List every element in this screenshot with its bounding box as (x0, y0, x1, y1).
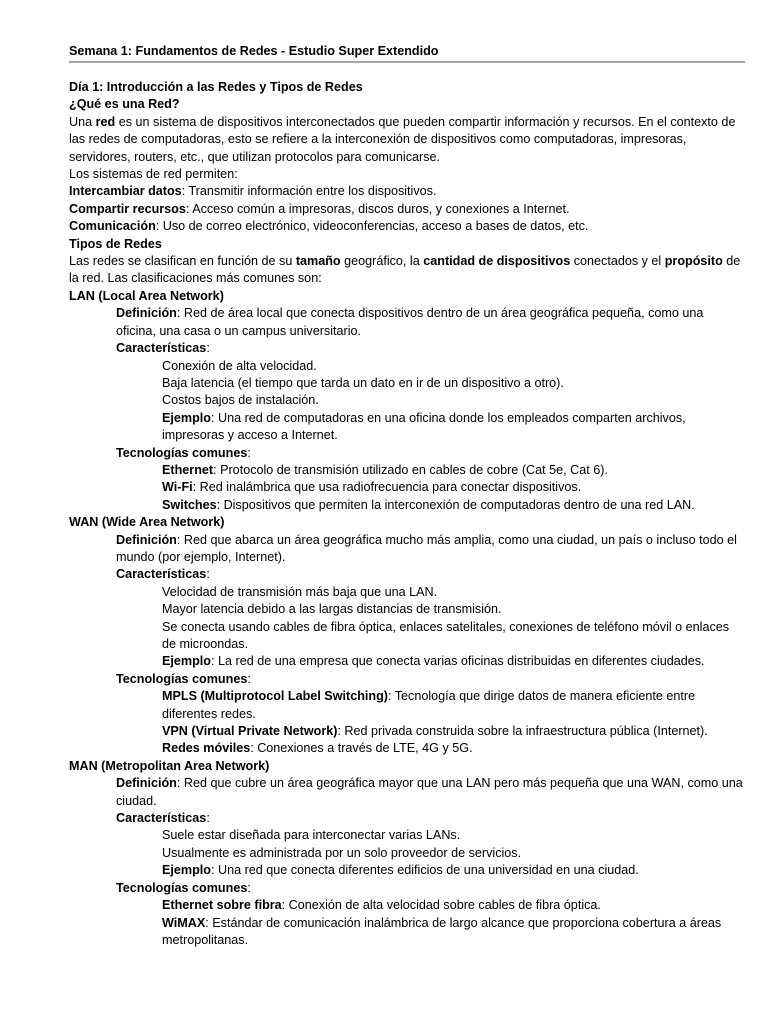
list-item: Suele estar diseñada para interconectar varias LANs. (162, 828, 461, 843)
technologies-label: Tecnologías comunes: (116, 880, 251, 895)
list-item: Ethernet sobre fibra: Conexión de alta velocidad sobre cables de fibra óptica. (162, 898, 601, 913)
paragraph: Una red es un sistema de dispositivos interconectados que pueden compartir información y recursos. En el contexto de las redes de computadoras, esto se refiere a la interconexión de dispositivos como computadoras, impresoras, servidores, routers, etc., que utilizan protocolos para comunicarse. (69, 114, 736, 164)
paragraph: Los sistemas de red permiten: (69, 167, 238, 182)
section-title: Día 1: Introducción a las Redes y Tipos de Redes (69, 80, 363, 94)
list-item: MPLS (Multiprotocol Label Switching): Tecnología que dirige datos de manera eficiente entre diferentes redes. (162, 689, 696, 721)
list-item: WiMAX: Estándar de comunicación inalámbrica de largo alcance que proporciona cobertura a áreas metropolitanas. (162, 915, 722, 947)
list-item: Usualmente es administrada por un solo proveedor de servicios. (162, 845, 522, 860)
list-item: Redes móviles: Conexiones a través de LTE, 4G y 5G. (162, 741, 473, 756)
characteristics-label: Características: (116, 811, 210, 826)
definition: Definición: Red que abarca un área geográfica mucho más amplia, como una ciudad, un país o incluso todo el mundo (por ejemplo, Internet). (116, 532, 737, 564)
list-item: Comunicación: Uso de correo electrónico, videoconferencias, acceso a bases de datos, etc. (69, 219, 589, 234)
paragraph: Las redes se clasifican en función de su tamaño geográfico, la cantidad de dispositivos conectados y el propósito de la red. Las clasificaciones más comunes son: (69, 254, 741, 286)
list-item: Wi-Fi: Red inalámbrica que usa radiofrecuencia para conectar dispositivos. (162, 480, 582, 495)
list-item: Intercambiar datos: Transmitir información entre los dispositivos. (69, 184, 437, 199)
example: Ejemplo: La red de una empresa que conecta varias oficinas distribuidas en diferentes ciudades. (162, 654, 705, 669)
subheading-que-es-red: ¿Qué es una Red? (69, 97, 180, 112)
header-divider (69, 61, 745, 63)
technologies-label: Tecnologías comunes: (116, 671, 251, 686)
list-item: Se conecta usando cables de fibra óptica, enlaces satelitales, conexiones de teléfono móvil o enlaces de microondas. (162, 619, 730, 651)
subheading-tipos-redes: Tipos de Redes (69, 236, 162, 251)
characteristics-label: Características: (116, 567, 210, 582)
example: Ejemplo: Una red de computadoras en una oficina donde los empleados comparten archivos, impresoras y acceso a Internet. (162, 410, 686, 443)
list-item: Costos bajos de instalación. (162, 393, 319, 408)
example: Ejemplo: Una red que conecta diferentes edificios de una universidad en una ciudad. (162, 863, 639, 878)
definition: Definición: Red que cubre un área geográfica mayor que una LAN pero más pequeña que una WAN, como una ciudad. (116, 776, 743, 808)
list-item: Mayor latencia debido a las largas distancias de transmisión. (162, 602, 502, 617)
list-item: Switches: Dispositivos que permiten la interconexión de computadoras dentro de una red LAN. (162, 497, 695, 512)
list-item: Compartir recursos: Acceso común a impresoras, discos duros, y conexiones a Internet. (69, 201, 570, 216)
characteristics-label: Características: (116, 341, 210, 356)
subheading-lan: LAN (Local Area Network) (69, 288, 224, 303)
list-item: Baja latencia (el tiempo que tarda un dato en ir de un dispositivo a otro). (162, 375, 564, 390)
definition: Definición: Red de área local que conecta dispositivos dentro de un área geográfica pequeña, como una oficina, una casa o un campus universitario. (116, 306, 704, 338)
page-header (69, 44, 745, 59)
list-item: Ethernet: Protocolo de transmisión utilizado en cables de cobre (Cat 5e, Cat 6). (162, 462, 608, 477)
technologies-label: Tecnologías comunes: (116, 445, 251, 460)
list-item: VPN (Virtual Private Network): Red privada construida sobre la infraestructura pública (Internet). (162, 724, 708, 739)
document-body (69, 79, 745, 949)
list-item: Velocidad de transmisión más baja que una LAN. (162, 584, 438, 599)
list-item: Conexión de alta velocidad. (162, 358, 317, 373)
subheading-man: MAN (Metropolitan Area Network) (69, 758, 270, 773)
header-title: Semana 1: Fundamentos de Redes - Estudio Super Extendido (69, 44, 439, 58)
subheading-wan: WAN (Wide Area Network) (69, 515, 225, 530)
